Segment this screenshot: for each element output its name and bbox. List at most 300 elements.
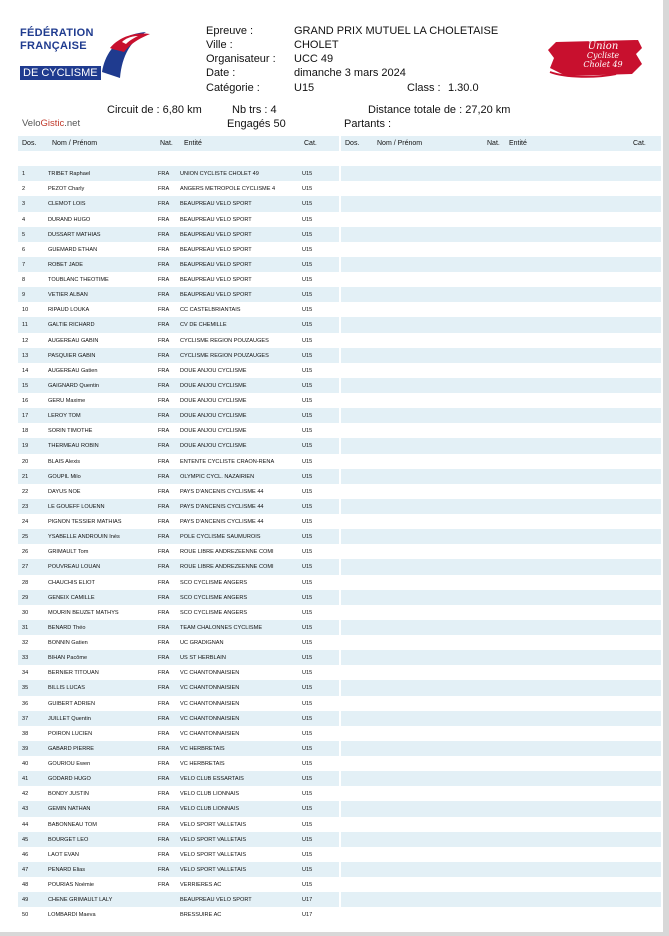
table-row — [18, 514, 339, 529]
table-row — [18, 529, 339, 544]
name-cell: DUSSART MATHIAS — [48, 231, 101, 238]
cat-cell: U15 — [302, 443, 313, 450]
name-cell: LEROY TOM — [48, 413, 81, 420]
ucc-logo-line3: Cholet 49 — [583, 60, 623, 69]
table-row — [18, 771, 339, 786]
name-cell: SORIN TIMOTHE — [48, 428, 93, 435]
nat-cell: FRA — [158, 624, 170, 631]
table-row — [18, 817, 339, 832]
name-cell: GAIGNARD Quentin — [48, 382, 99, 389]
nat-cell: FRA — [158, 609, 170, 616]
nat-cell: FRA — [158, 836, 170, 843]
name-cell: GERU Maxime — [48, 398, 86, 404]
entity-cell: DOUE ANJOU CYCLISME — [180, 413, 247, 420]
entity-cell: BEAUPREAU VELO SPORT — [180, 897, 252, 904]
name-cell: PEZOT Charly — [48, 186, 85, 193]
table-row-empty — [341, 212, 661, 227]
nat-cell: FRA — [158, 745, 170, 752]
table-row-empty — [341, 333, 661, 348]
cat-cell: U15 — [302, 806, 313, 813]
table-row-empty — [341, 529, 661, 544]
cat-cell: U15 — [302, 473, 313, 480]
ffc-logo — [20, 26, 150, 86]
table-row-empty — [341, 741, 661, 756]
table-row-empty — [341, 544, 661, 559]
table-row-empty — [341, 711, 661, 726]
table-row — [18, 151, 339, 166]
table-row — [18, 408, 339, 423]
nat-cell: FRA — [158, 640, 170, 646]
table-row-empty — [341, 892, 661, 907]
cat-cell: U15 — [302, 246, 313, 253]
table-row-empty — [341, 862, 661, 877]
table-row-empty — [341, 756, 661, 771]
cat-cell: U15 — [302, 428, 313, 435]
name-cell: GOURIOU Ewen — [48, 761, 91, 767]
dos-cell: 41 — [22, 776, 29, 783]
entity-cell: DOUE ANJOU CYCLISME — [180, 382, 247, 389]
entity-cell: UNION CYCLISTE CHOLET 49 — [180, 171, 259, 178]
cat-cell: U15 — [302, 685, 313, 692]
entity-cell: VC CHANTONNAISIEN — [180, 700, 240, 707]
entity-cell: SCO CYCLISME ANGERS — [180, 594, 248, 601]
nat-cell: FRA — [158, 201, 170, 208]
entity-cell: BRESSUIRE AC — [180, 912, 222, 919]
nat-cell: FRA — [158, 715, 170, 722]
right-rider-list — [341, 151, 661, 922]
name-cell: GUEMARD ETHAN — [48, 246, 98, 253]
entity-cell: CYCLISME REGION POUZAUGES — [180, 337, 269, 344]
nat-cell: FRA — [158, 564, 170, 571]
ffc-logo-line2: FRANÇAISE — [20, 40, 87, 52]
cat-cell: U15 — [302, 352, 313, 359]
dos-cell: 37 — [22, 715, 29, 722]
cat-cell: U15 — [302, 413, 313, 420]
entity-cell: VC CHANTONNAISIEN — [180, 715, 240, 722]
name-cell: BONNIN Gatien — [48, 640, 88, 646]
entity-cell: VELO SPORT VALLETAIS — [180, 851, 247, 858]
entity-cell: VELO CLUB ESSARTAIS — [180, 776, 244, 783]
cat-cell: U15 — [302, 564, 313, 571]
left-table-header — [18, 136, 339, 151]
entity-cell: US ST HERBLAIN — [180, 655, 226, 662]
entity-cell: PAYS D'ANCENIS CYCLISME 44 — [180, 503, 264, 510]
name-cell: BOURGET LEO — [48, 836, 89, 843]
dos-cell: 39 — [22, 745, 29, 752]
nat-cell: FRA — [158, 171, 170, 178]
cat-cell: U15 — [302, 322, 313, 329]
name-cell: BLAIS Alexis — [48, 458, 81, 465]
table-row — [18, 907, 339, 922]
table-row — [18, 741, 339, 756]
table-row — [18, 559, 339, 574]
dos-cell: 3 — [22, 201, 26, 208]
dos-cell: 46 — [22, 851, 29, 858]
name-cell: DAYUS NOE — [48, 488, 81, 495]
cat-cell: U15 — [302, 761, 313, 767]
entity-cell: BEAUPREAU VELO SPORT — [180, 216, 252, 223]
entity-cell: BEAUPREAU VELO SPORT — [180, 201, 252, 208]
table-row-empty — [341, 454, 661, 469]
table-row — [18, 635, 339, 650]
entity-cell: BEAUPREAU VELO SPORT — [180, 261, 252, 268]
table-row-empty — [341, 786, 661, 801]
ffc-swoosh-icon — [96, 28, 152, 86]
table-row — [18, 378, 339, 393]
table-row-empty — [341, 302, 661, 317]
dos-cell: 14 — [22, 367, 29, 374]
entity-cell: VELO CLUB LIONNAIS — [180, 806, 240, 813]
cat-cell: U15 — [302, 745, 313, 752]
cat-cell: U15 — [302, 307, 313, 314]
table-row-empty — [341, 817, 661, 832]
velogistic-part1: Velo — [22, 118, 41, 129]
table-row-empty — [341, 196, 661, 211]
table-row-empty — [341, 408, 661, 423]
table-row-empty — [341, 665, 661, 680]
name-cell: JUILLET Quentin — [48, 715, 91, 722]
ville-label: Ville : — [206, 39, 233, 51]
entity-cell: UC GRADIGNAN — [180, 640, 224, 646]
ffc-logo-line1: FÉDÉRATION — [20, 27, 94, 39]
table-row — [18, 227, 339, 242]
nat-cell: FRA — [158, 700, 170, 707]
table-row — [18, 393, 339, 408]
nat-cell: FRA — [158, 821, 170, 828]
name-cell: BIHAN Pacôme — [48, 655, 88, 662]
dos-cell: 2 — [22, 186, 26, 193]
cat-cell: U17 — [302, 912, 313, 919]
table-row — [18, 166, 339, 181]
nat-cell: FRA — [158, 231, 170, 238]
name-cell: POIRON LUCIEN — [48, 730, 93, 737]
table-row — [18, 302, 339, 317]
nat-cell: FRA — [158, 292, 170, 299]
dos-cell: 4 — [22, 216, 26, 223]
nat-cell: FRA — [158, 851, 170, 858]
entity-cell: POLE CYCLISME SAUMUROIS — [180, 534, 261, 541]
name-cell: DURAND HUGO — [48, 216, 91, 223]
table-row-empty — [341, 620, 661, 635]
nat-cell: FRA — [158, 277, 170, 283]
cat-cell: U15 — [302, 503, 313, 510]
table-row — [18, 696, 339, 711]
cat-cell: U15 — [302, 776, 313, 783]
name-cell: ROBET JADE — [48, 261, 84, 268]
nat-cell: FRA — [158, 503, 170, 510]
dos-cell: 32 — [22, 640, 29, 646]
name-cell: PIGNON TESSIER MATHIAS — [48, 519, 122, 525]
table-row-empty — [341, 151, 661, 166]
table-row — [18, 847, 339, 862]
col-nom-right: Nom / Prénom — [377, 140, 423, 147]
cat-cell: U15 — [302, 836, 313, 843]
name-cell: BILLIS LUCAS — [48, 685, 85, 692]
name-cell: RIPAUD LOUKA — [48, 307, 90, 314]
table-row-empty — [341, 499, 661, 514]
dos-cell: 43 — [22, 806, 29, 813]
cat-cell: U15 — [302, 261, 313, 268]
dos-cell: 42 — [22, 791, 29, 798]
name-cell: TOUBLANC THEOTIME — [48, 277, 109, 283]
dos-cell: 22 — [22, 488, 29, 495]
cat-cell: U15 — [302, 201, 313, 208]
entity-cell: BEAUPREAU VELO SPORT — [180, 231, 252, 238]
dos-cell: 15 — [22, 382, 29, 389]
nat-cell: FRA — [158, 473, 170, 480]
cat-cell: U15 — [302, 579, 313, 586]
table-row — [18, 272, 339, 287]
distance-info: Distance totale de : 27,20 km — [368, 104, 511, 116]
dos-cell: 38 — [22, 730, 29, 737]
cat-cell: U15 — [302, 715, 313, 722]
name-cell: CLEMOT LOIS — [48, 201, 86, 208]
table-row-empty — [341, 484, 661, 499]
dos-cell: 36 — [22, 700, 29, 707]
entity-cell: VELO SPORT VALLETAIS — [180, 821, 247, 828]
cat-cell: U15 — [302, 866, 313, 873]
table-row-empty — [341, 832, 661, 847]
nat-cell: FRA — [158, 670, 170, 677]
dos-cell: 21 — [22, 473, 29, 480]
table-row-empty — [341, 317, 661, 332]
ucc-logo — [546, 38, 646, 78]
nat-cell: FRA — [158, 382, 170, 389]
name-cell: GODARD HUGO — [48, 776, 91, 783]
table-row — [18, 877, 339, 892]
table-row — [18, 620, 339, 635]
entity-cell: BEAUPREAU VELO SPORT — [180, 277, 252, 283]
dos-cell: 45 — [22, 836, 29, 843]
ucc-logo-line1: Union — [587, 41, 619, 52]
name-cell: GOUPIL Milo — [48, 473, 81, 480]
table-row — [18, 181, 339, 196]
entity-cell: ANGERS METROPOLE CYCLISME 4 — [180, 186, 276, 193]
name-cell: BÉNARD Théo — [48, 624, 86, 631]
name-cell: LE GOUEFF LOUENN — [48, 503, 105, 510]
table-row-empty — [341, 363, 661, 378]
dos-cell: 9 — [22, 292, 26, 299]
nat-cell: FRA — [158, 246, 170, 253]
table-row — [18, 333, 339, 348]
nat-cell: FRA — [158, 579, 170, 586]
table-row — [18, 423, 339, 438]
table-row-empty — [341, 242, 661, 257]
entity-cell: SCO CYCLISME ANGERS — [180, 609, 248, 616]
name-cell: POUVREAU LOUAN — [48, 564, 101, 571]
table-row-empty — [341, 272, 661, 287]
name-cell: CHAUCHIS ELIOT — [48, 579, 95, 586]
cat-cell: U15 — [302, 382, 313, 389]
nat-cell: FRA — [158, 791, 170, 798]
nat-cell: FRA — [158, 413, 170, 420]
entity-cell: PAYS D'ANCENIS CYCLISME 44 — [180, 519, 264, 525]
name-cell: AUGEREAU Gatien — [48, 367, 98, 374]
cat-cell: U15 — [302, 398, 313, 404]
cat-cell: U15 — [302, 640, 313, 646]
cat-cell: U15 — [302, 171, 313, 178]
dos-cell: 7 — [22, 261, 26, 268]
nat-cell: FRA — [158, 882, 170, 888]
cat-cell: U15 — [302, 534, 313, 541]
entity-cell: PAYS D'ANCENIS CYCLISME 44 — [180, 488, 264, 495]
entity-cell: ENTENTE CYCLISTE CRAON-RENA — [180, 458, 275, 465]
table-row — [18, 287, 339, 302]
dos-cell: 40 — [22, 761, 29, 767]
dos-cell: 27 — [22, 564, 29, 571]
dos-cell: 17 — [22, 413, 29, 420]
table-row-empty — [341, 227, 661, 242]
name-cell: BONDY JUSTIN — [48, 791, 89, 798]
cat-cell: U15 — [302, 519, 313, 525]
cat-cell: U15 — [302, 186, 313, 193]
name-cell: POURIAS Noémie — [48, 882, 95, 888]
cat-cell: U15 — [302, 594, 313, 601]
table-row-empty — [341, 635, 661, 650]
nat-cell: FRA — [158, 443, 170, 450]
nat-cell: FRA — [158, 352, 170, 359]
table-row-empty — [341, 348, 661, 363]
name-cell: THERMEAU ROBIN — [48, 443, 99, 450]
dos-cell: 20 — [22, 458, 29, 465]
dos-cell: 34 — [22, 670, 29, 677]
organisateur-label: Organisateur : — [206, 53, 276, 65]
name-cell: GABARD PIERRE — [48, 745, 95, 752]
dos-cell: 44 — [22, 821, 29, 828]
table-row — [18, 469, 339, 484]
name-cell: GEMIN NATHAN — [48, 806, 91, 813]
cat-cell: U15 — [302, 851, 313, 858]
name-cell: YSABELLE ANDROUIN Inès — [48, 534, 120, 541]
cat-cell: U15 — [302, 670, 313, 677]
col-entite: Entité — [184, 140, 202, 147]
table-row — [18, 196, 339, 211]
entity-cell: DOUE ANJOU CYCLISME — [180, 367, 247, 374]
table-row — [18, 544, 339, 559]
dos-cell: 28 — [22, 579, 29, 586]
nat-cell: FRA — [158, 519, 170, 525]
organisateur-value: UCC 49 — [294, 53, 334, 65]
nat-cell: FRA — [158, 367, 170, 374]
dos-cell: 13 — [22, 352, 29, 359]
table-row — [18, 832, 339, 847]
dos-cell: 5 — [22, 231, 26, 238]
table-row — [18, 726, 339, 741]
table-row-empty — [341, 514, 661, 529]
cat-cell: U15 — [302, 655, 313, 662]
table-row — [18, 499, 339, 514]
table-row-empty — [341, 438, 661, 453]
class-label: Class : — [407, 82, 441, 94]
table-row — [18, 892, 339, 907]
nat-cell: FRA — [158, 730, 170, 737]
entity-cell: VELO CLUB LIONNAIS — [180, 791, 240, 798]
dos-cell: 12 — [22, 337, 29, 344]
entity-cell: BEAUPREAU VELO SPORT — [180, 292, 252, 299]
entity-cell: VERRIERES AC — [180, 882, 222, 888]
dos-cell: 19 — [22, 443, 29, 450]
cat-cell: U15 — [302, 216, 313, 223]
col-dos-right: Dos. — [345, 140, 360, 147]
dos-cell: 35 — [22, 685, 29, 692]
entity-cell: VC CHANTONNAISIEN — [180, 670, 240, 677]
table-row — [18, 605, 339, 620]
ville-value: CHOLET — [294, 39, 339, 51]
epreuve-value: GRAND PRIX MUTUEL LA CHOLETAISE — [294, 25, 499, 37]
nat-cell: FRA — [158, 685, 170, 692]
col-cat-right: Cat. — [633, 140, 646, 147]
dos-cell: 48 — [22, 882, 29, 888]
entity-cell: ROUE LIBRE ANDREZEENNE COMI — [180, 549, 274, 556]
velogistic-part2: Gistic — [40, 118, 65, 129]
table-row — [18, 862, 339, 877]
entity-cell: VELO SPORT VALLETAIS — [180, 866, 247, 873]
table-row — [18, 317, 339, 332]
cat-cell: U15 — [302, 292, 313, 299]
table-row-empty — [341, 423, 661, 438]
col-nat-right: Nat. — [487, 140, 500, 147]
nat-cell: FRA — [158, 866, 170, 873]
cat-cell: U15 — [302, 231, 313, 238]
dos-cell: 30 — [22, 609, 29, 616]
nat-cell: FRA — [158, 261, 170, 268]
cat-cell: U15 — [302, 277, 313, 283]
date-label: Date : — [206, 67, 236, 79]
table-row-empty — [341, 801, 661, 816]
ucc-logo-line2: Cycliste — [586, 51, 620, 60]
dos-cell: 1 — [22, 171, 26, 178]
dos-cell: 50 — [22, 912, 29, 919]
left-rider-list — [18, 151, 339, 922]
table-row — [18, 756, 339, 771]
entity-cell: TEAM CHALONNES CYCLISME — [180, 624, 263, 631]
name-cell: CHENE GRIMAULT LALY — [48, 897, 113, 904]
epreuve-label: Epreuve : — [206, 25, 254, 37]
dos-cell: 23 — [22, 503, 29, 510]
nat-cell: FRA — [158, 761, 170, 767]
table-row-empty — [341, 680, 661, 695]
cat-cell: U15 — [302, 367, 313, 374]
dos-cell: 11 — [22, 322, 28, 329]
dos-cell: 16 — [22, 398, 29, 404]
nat-cell: FRA — [158, 216, 170, 223]
cat-cell: U15 — [302, 549, 313, 556]
cat-cell: U17 — [302, 897, 313, 904]
nat-cell: FRA — [158, 549, 170, 556]
col-cat: Cat. — [304, 140, 317, 147]
name-cell: VETIER ALBAN — [48, 292, 88, 299]
date-value: dimanche 3 mars 2024 — [294, 67, 406, 79]
table-row — [18, 590, 339, 605]
entity-cell: ROUE LIBRE ANDREZEENNE COMI — [180, 564, 274, 571]
table-row-empty — [341, 287, 661, 302]
table-row-empty — [341, 696, 661, 711]
dos-cell: 18 — [22, 428, 29, 435]
categorie-label: Catégorie : — [206, 82, 260, 94]
table-row-empty — [341, 559, 661, 574]
cat-cell: U15 — [302, 488, 313, 495]
col-nom: Nom / Prénom — [52, 140, 98, 147]
class-value: 1.30.0 — [448, 82, 479, 94]
dos-cell: 33 — [22, 655, 29, 662]
table-row-empty — [341, 650, 661, 665]
table-row-empty — [341, 166, 661, 181]
velogistic-link[interactable] — [22, 118, 80, 129]
dos-cell: 6 — [22, 246, 26, 253]
table-row-empty — [341, 378, 661, 393]
col-entite-right: Entité — [509, 140, 527, 147]
entity-cell: CC CASTELBRIANTAIS — [180, 307, 241, 314]
